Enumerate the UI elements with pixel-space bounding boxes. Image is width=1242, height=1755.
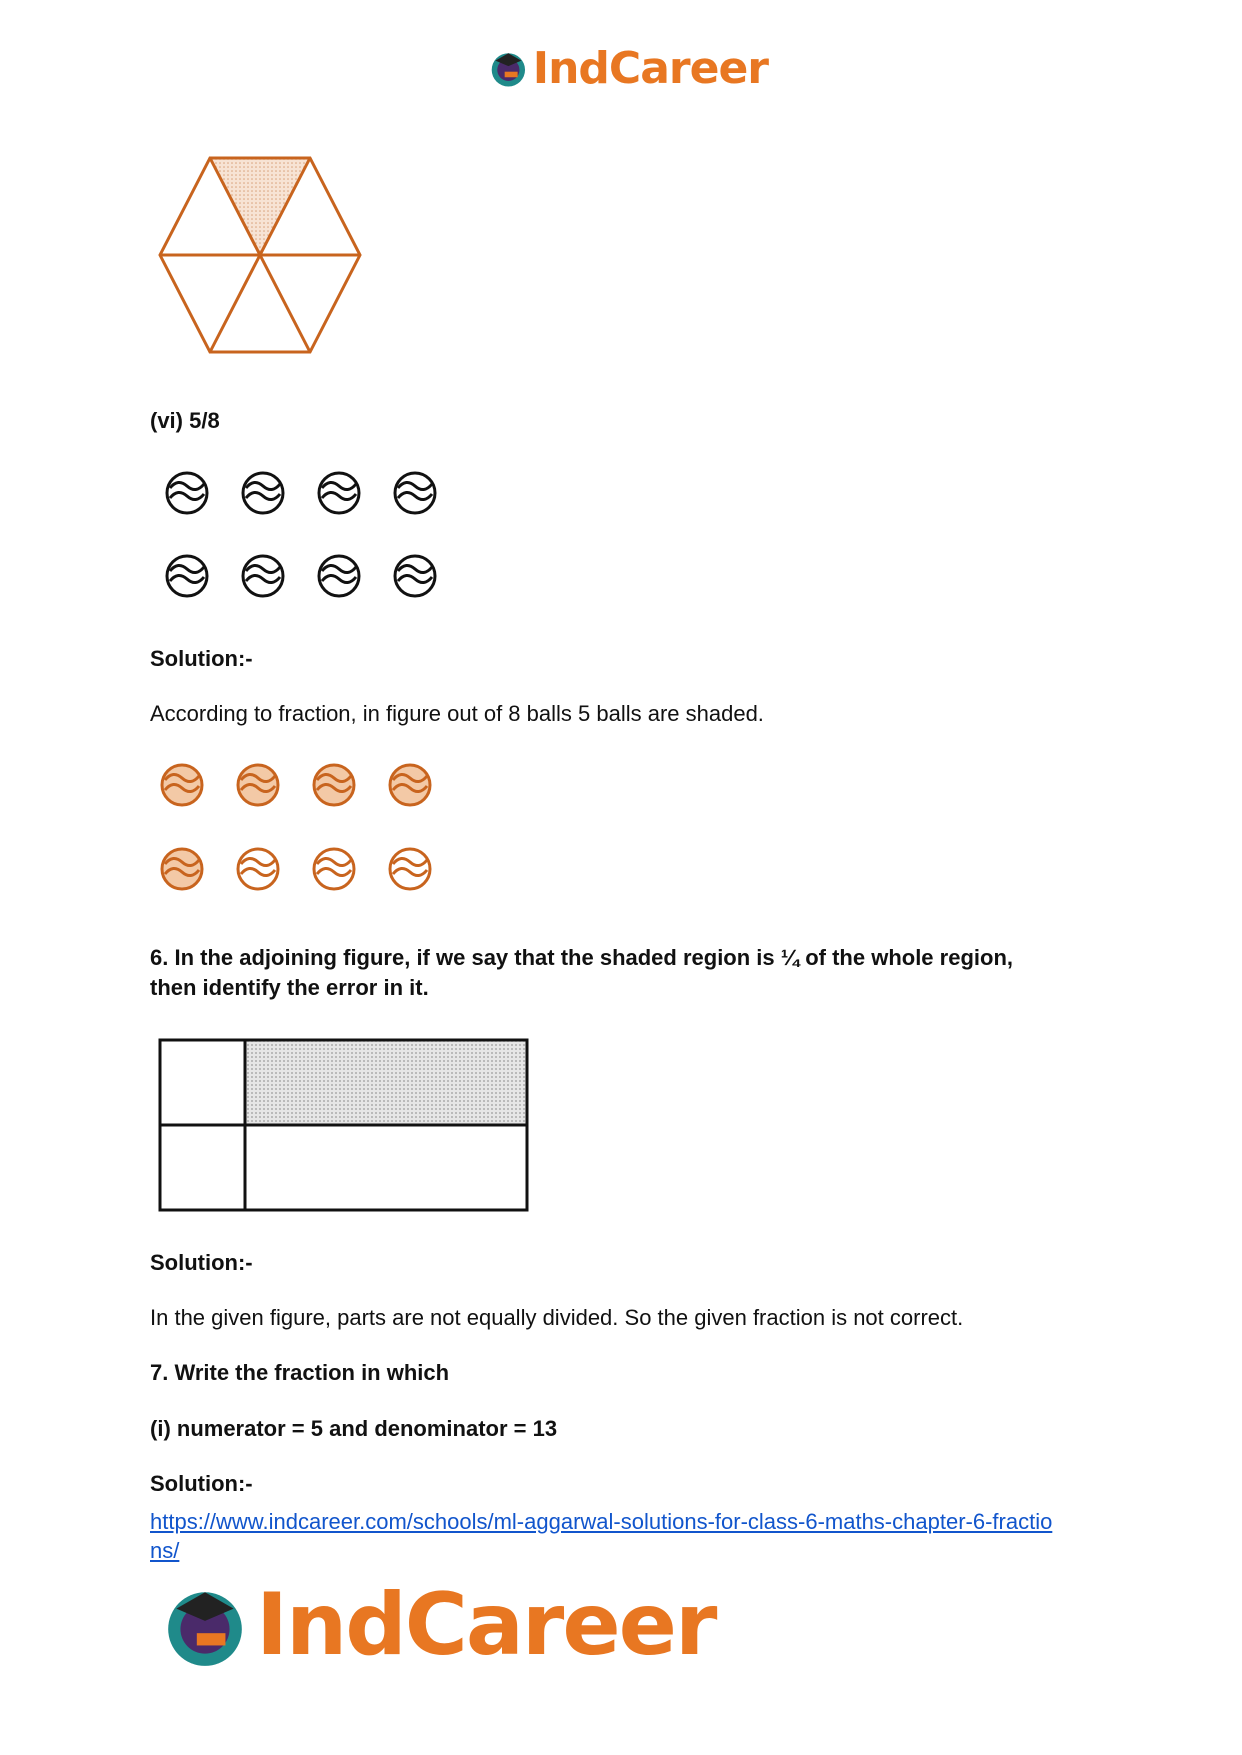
- solution-text-1: According to fraction, in figure out of 8 balls 5 balls are shaded.: [150, 701, 764, 726]
- ball-shaded: [162, 765, 202, 805]
- question-6-line1: 6. In the adjoining figure, if we say that the shaded region is ¼ of the whole region,: [150, 945, 1013, 970]
- ball-shaded: [162, 849, 202, 889]
- ball: [314, 849, 354, 889]
- hexagon-shaded-triangle: [210, 158, 310, 255]
- footer-logo: [160, 1575, 720, 1675]
- solution-text-2: In the given figure, parts are not equally divided. So the given fraction is not correct.: [150, 1305, 964, 1330]
- logo-text: IndCareer: [532, 42, 768, 94]
- ball: [243, 556, 283, 596]
- ball: [319, 556, 359, 596]
- source-link-line1[interactable]: https://www.indcareer.com/schools/ml-aggarwal-solutions-for-class-6-maths-chapter-6-fractio: [150, 1509, 1053, 1534]
- question-6-line2: then identify the error in it.: [150, 975, 429, 1000]
- ball: [243, 473, 283, 513]
- solution-label-3: Solution:-: [150, 1471, 253, 1496]
- ball: [390, 849, 430, 889]
- question-7: 7. Write the fraction in which: [150, 1360, 450, 1385]
- balls-figure-unshaded: [160, 460, 450, 610]
- ball: [167, 473, 207, 513]
- ball: [395, 473, 435, 513]
- hexagon-figure: [155, 150, 365, 360]
- rectangle-shaded-region: [245, 1040, 527, 1125]
- logo-emblem-icon: [160, 1580, 250, 1670]
- balls-figure-shaded: [155, 755, 445, 905]
- logo-emblem-icon: [488, 46, 529, 90]
- ball: [167, 556, 207, 596]
- solution-label-1: Solution:-: [150, 646, 253, 671]
- ball-shaded: [314, 765, 354, 805]
- ball-shaded: [390, 765, 430, 805]
- question-7-i: (i) numerator = 5 and denominator = 13: [150, 1416, 558, 1441]
- ball: [395, 556, 435, 596]
- ball: [319, 473, 359, 513]
- ball-shaded: [238, 765, 278, 805]
- source-link-line2[interactable]: ns/: [150, 1538, 180, 1563]
- ball: [238, 849, 278, 889]
- solution-label-2: Solution:-: [150, 1250, 253, 1275]
- source-link[interactable]: [150, 1507, 1110, 1565]
- logo-text: IndCareer: [256, 1575, 716, 1675]
- rectangle-figure: [155, 1035, 535, 1215]
- header-logo: [488, 40, 768, 96]
- question-vi-label: (vi) 5/8: [150, 408, 220, 433]
